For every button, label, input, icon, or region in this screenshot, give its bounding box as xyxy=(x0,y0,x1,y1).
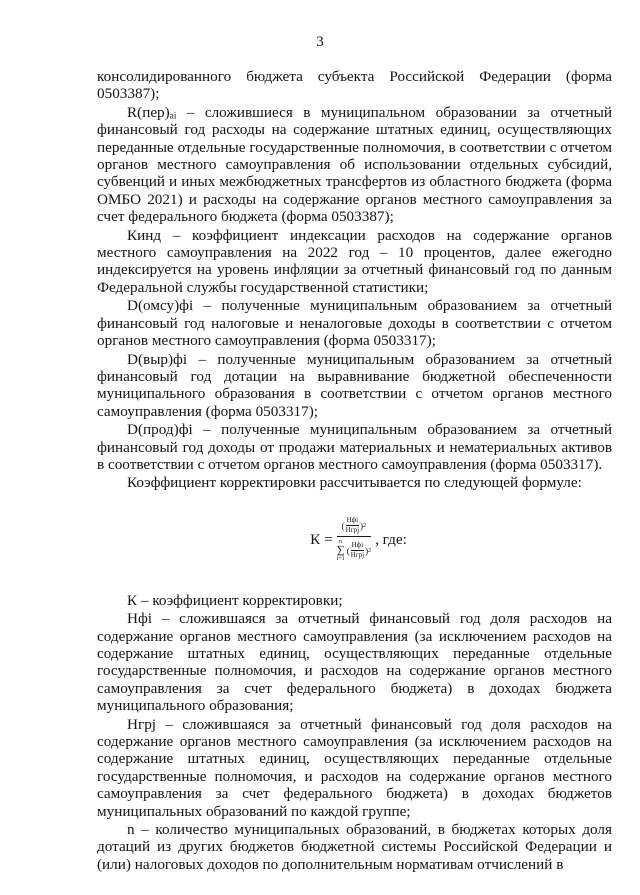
paragraph: консолидированного бюджета субъекта Российской Федерации (форма 0503387); xyxy=(97,68,612,103)
formula-suffix: , где: xyxy=(375,531,407,549)
formula-numerator: ( Нфi Нгрj ) 2 xyxy=(341,516,367,535)
fraction-bar xyxy=(337,536,371,537)
ratio-top: Нфi xyxy=(346,516,359,525)
page-number: 3 xyxy=(316,34,324,50)
ratio-bottom: Нгрj xyxy=(345,526,360,535)
paragraph: D(выр)фi – полученные муниципальным образованием за отчетный финансовый год дотации на выравнивание бюджетной обеспеченности муниципального образования в соответствии с отчетом органов местного самоуправления (форма 0503317); xyxy=(97,350,612,420)
paragraph: D(омсу)фi – полученные муниципальным образованием за отчетный финансовый год налоговые и неналоговые доходы в соответствии с отчетом органов местного самоуправления (форма 0503317); xyxy=(97,297,612,350)
formula-lhs: К = xyxy=(310,531,333,549)
paragraph: Коэффициент корректировки рассчитывается по следующей формуле: xyxy=(127,474,582,492)
power: 2 xyxy=(368,547,372,554)
paragraph: Кинд – коэффициент индексации расходов на содержание органов местного самоуправления на 2022 год – 10 процентов, далее ежегодно индексируется на уровень инфляции за отчетный финансовый год по данным Федеральной службы государственной статистики; xyxy=(97,226,612,296)
paragraph: Нгрj – сложившаяся за отчетный финансовый год доля расходов на содержание органов местного самоуправления (за исключением расходов на содержание штатных единиц, осуществляющих переданные отдельные государственные полномочия, и расходов на содержание органов местного самоуправления за счет федерального бюджета) в доходах бюджетов муниципальных образований по каждой группе; xyxy=(97,715,612,820)
power: 2 xyxy=(363,522,367,529)
paragraph: n – количество муниципальных образований, в бюджетах которых доля дотаций из других бюджетов бюджетной системы Российской Федерации и (или) налоговых доходов по дополнительным нормативам отчислений в xyxy=(97,821,612,873)
formula xyxy=(105,514,612,566)
ratio-bottom: Нгрj xyxy=(350,551,365,560)
sum-operator xyxy=(337,539,345,562)
document-body xyxy=(97,68,612,874)
sum-upper: n xyxy=(339,539,343,546)
formula-main-fraction xyxy=(337,517,371,562)
paragraph: R(пер)ₐᵢ – сложившиеся в муниципальном образовании за отчетный финансовый год расходы на содержание штатных единиц, осуществляющих переданные отдельные государственные полномочия, в соответствии с отчетом органов местного самоуправления об использовании отдельных субсидий, субвенций и иных межбюджетных трансфертов из областного бюджета (форма ОМБО 2021) и расходы на содержание органов местного самоуправления за счет федерального бюджета (форма 0503387); xyxy=(97,103,612,226)
formula-denominator: n ∑ i=1 ( Нфi Нгрj ) 2 xyxy=(336,539,372,563)
paragraph: К – коэффициент корректировки; xyxy=(127,591,343,609)
ratio-top: Нфi xyxy=(351,541,364,550)
paragraph: Нфi – сложившаяся за отчетный финансовый год доля расходов на содержание органов местного самоуправления (за исключением расходов на содержание штатных единиц, осуществляющих переданные отдельные государственные полномочия, и расходов на содержание органов местного самоуправления за счет федерального бюджета) в доходах бюджета муниципального образования; xyxy=(97,610,612,715)
paragraph: D(прод)фi – полученные муниципальным образованием за отчетный финансовый год доходы от продажи материальных и нематериальных активов в соответствии с отчетом органов местного самоуправления (форма 0503317). xyxy=(97,421,612,473)
sum-lower: i=1 xyxy=(336,556,345,563)
sum-symbol: ∑ xyxy=(336,544,345,557)
